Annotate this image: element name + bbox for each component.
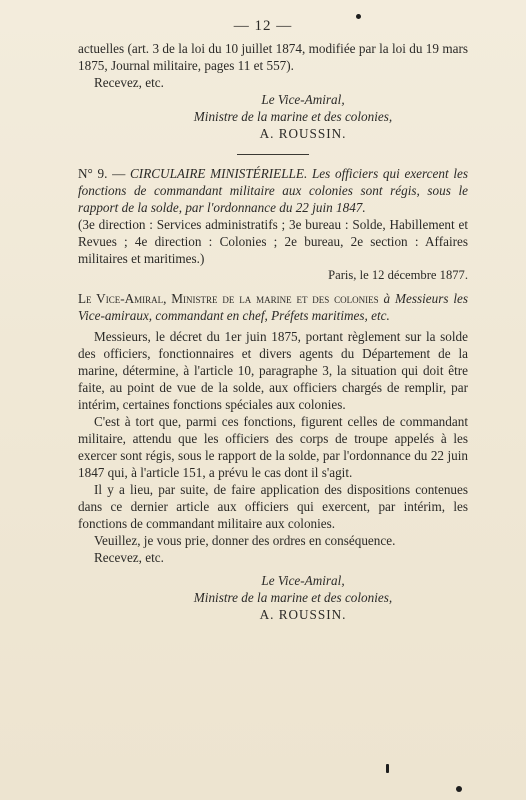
body-paragraph: Veuillez, je vous prie, donner des ordres en conséquence. [94,533,396,548]
sender: Le Vice-Amiral, Ministre de la marine et des colonies [78,291,379,306]
signature-name: A. ROUSSIN. [259,126,347,141]
directions-note: (3e direction : Services administratifs ; 3e bureau : Solde, Habillement et Revues ; 4e direction : Colonies ; 2e bureau, 2e section : Affaires militaires et maritimes.) [78,217,468,266]
signature-name: A. ROUSSIN. [259,607,347,622]
signature-role: Ministre de la marine et des colonies, [193,590,393,605]
page-number: — 12 — [233,18,293,34]
page-body [78,40,468,623]
signature-title: Le Vice-Amiral, [261,92,345,107]
circular-subject: Les officiers qui exercent les fonctions de commandant militaire aux colonies sont régis, sous le rapport de la solde, par l'ordonnance du 22 juin 1847. [78,166,469,215]
address-line [78,290,468,324]
ink-speck [456,786,462,792]
body-paragraph: C'est à tort que, parmi ces fonctions, figurent celles de commandant militaire, attendu que les officiers des corps de troupe appelés à les exercer sont régis, sous le rapport de la solde, par l'ordonnance du 22 juin 1847 qui, à l'article 151, a prévu le cas dont il s'agit. [78,414,468,480]
dateline: Paris, le 12 décembre 1877. [328,268,468,282]
body-paragraph: Il y a lieu, par suite, de faire application des dispositions contenues dans ce dernier article aux officiers qui exercent, par intérim, les fonctions de commandant militaire aux colonies. [78,482,468,531]
signature-title: Le Vice-Amiral, [261,573,345,588]
body-paragraph: Messieurs, le décret du 1er juin 1875, portant règlement sur la solde des officiers, fonctionnaires et divers agents du Département de la marine, détermine, à l'article 10, paragraphe 3, la situation qui doit être faite, au point de vue de la solde, aux officiers chargés de remplir, par intérim, certaines fonctions spéciales aux colonies. [78,329,468,412]
circular-title: CIRCULAIRE MINISTÉRIELLE. [130,166,308,181]
section-divider [237,154,309,155]
closing-formula: Recevez, etc. [94,550,164,565]
ink-speck [386,764,389,773]
circular-heading [78,165,468,216]
signature-role: Ministre de la marine et des colonies, [193,109,393,124]
continuation-text: actuelles (art. 3 de la loi du 10 juillet 1874, modifiée par la loi du 19 mars 1875, Journal militaire, pages 11 et 557). [78,41,468,73]
closing-formula: Recevez, etc. [94,75,164,90]
circular-number: N° 9. — [78,166,126,181]
recipients: à Messieurs les Vice-amiraux, commandant en chef, Préfets maritimes, etc. [78,291,468,323]
